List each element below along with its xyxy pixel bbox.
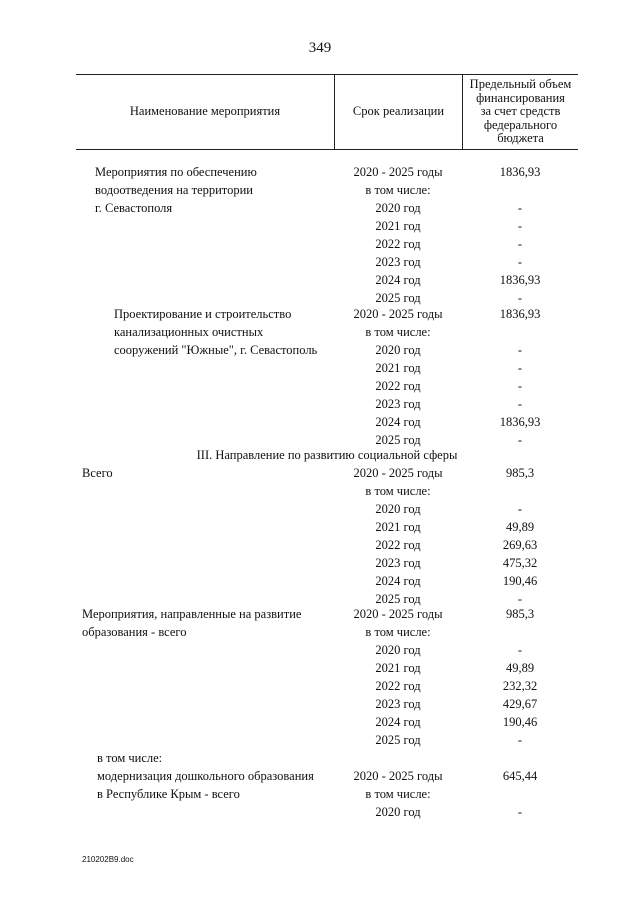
row-amount: - [517,643,523,657]
row-amount: - [517,502,523,516]
row-period: 2020 год [375,343,421,357]
row-period: 2020 год [375,201,421,215]
row-period: 2020 год [375,502,421,516]
row-period [334,749,462,767]
row-amount: 1836,93 [499,307,541,321]
row-name: Всего [82,466,113,480]
row-period: 2024 год [375,574,421,588]
row-amount [462,181,578,199]
row-name: г. Севастополя [95,201,173,215]
row-name: модернизация дошкольного образования [97,769,314,783]
header-funding-line: бюджета [497,131,544,146]
row-period: 2024 год [375,273,421,287]
row-amount: 269,63 [502,538,538,552]
row-name: сооружений "Южные", г. Севастополь [114,343,318,357]
row-amount: 49,89 [505,520,535,534]
row-amount [462,749,578,767]
row-amount: - [517,255,523,269]
row-period: 2020 - 2025 годы [353,769,443,783]
row-period: 2020 год [375,805,421,819]
row-period: 2024 год [375,715,421,729]
row-period: 2023 год [375,556,421,570]
row-period: 2020 - 2025 годы [353,165,443,179]
row-amount: - [517,379,523,393]
row-name: в Республике Крым - всего [97,787,240,801]
table-header-bottom-border [76,149,578,150]
row-name: Мероприятия по обеспечению [95,165,257,179]
row-amount: - [517,343,523,357]
row-period: в том числе: [365,183,431,197]
header-funding-column [463,75,578,149]
row-amount: 1836,93 [499,165,541,179]
row-amount: 1836,93 [499,273,541,287]
row-name: Проектирование и строительство [114,307,292,321]
row-amount: 49,89 [505,661,535,675]
page-number: 349 [308,40,332,56]
row-name: водоотведения на территории [95,183,253,197]
row-amount: - [517,201,523,215]
row-amount [462,482,578,500]
row-amount [462,785,578,803]
row-amount: 475,32 [502,556,538,570]
header-funding-line: федерального [483,117,558,132]
row-period: 2021 год [375,661,421,675]
row-period: 2020 - 2025 годы [353,607,443,621]
row-period: 2021 год [375,520,421,534]
header-name-column: Наименование мероприятия [129,104,281,119]
row-period: 2020 - 2025 годы [353,307,443,321]
row-amount: 985,3 [505,607,535,621]
row-period: 2023 год [375,697,421,711]
row-amount: 190,46 [502,715,538,729]
row-period: 2025 год [375,592,421,606]
row-name: образования - всего [82,625,187,639]
header-funding-line: Предельный объем [469,77,572,92]
header-period-column: Срок реализации [352,104,445,119]
footer-filename: 210202B9.doc [82,855,134,864]
row-amount: 190,46 [502,574,538,588]
row-amount: 1836,93 [499,415,541,429]
row-period: в том числе: [365,625,431,639]
row-amount: - [517,237,523,251]
row-period: 2022 год [375,237,421,251]
row-amount: - [517,733,523,747]
row-period: 2020 год [375,643,421,657]
row-amount: 645,44 [502,769,538,783]
row-amount: - [517,291,523,305]
row-name: канализационных очистных [114,325,264,339]
row-amount [462,323,578,341]
row-name: Мероприятия, направленные на развитие [82,607,302,621]
row-amount: - [517,397,523,411]
row-amount: - [517,219,523,233]
row-period: 2020 - 2025 годы [353,466,443,480]
row-period: 2023 год [375,397,421,411]
row-period: 2023 год [375,255,421,269]
row-amount: - [517,361,523,375]
row-name: в том числе: [97,751,163,765]
row-amount: - [517,805,523,819]
row-period: 2025 год [375,433,421,447]
row-period: 2022 год [375,379,421,393]
row-period: 2025 год [375,733,421,747]
section-title: III. Направление по развитию социальной сферы [196,448,458,462]
row-amount: 985,3 [505,466,535,480]
row-amount: 429,67 [502,697,538,711]
row-period: 2021 год [375,361,421,375]
header-funding-line: за счет средств [480,104,561,119]
row-amount: - [517,592,523,606]
row-amount: - [517,433,523,447]
row-period: 2022 год [375,679,421,693]
row-amount: 232,32 [502,679,538,693]
row-period: 2022 год [375,538,421,552]
row-period: 2025 год [375,291,421,305]
row-amount [462,623,578,641]
row-period: в том числе: [365,787,431,801]
row-period: в том числе: [365,484,431,498]
header-funding-line: финансирования [476,90,565,105]
row-period: 2024 год [375,415,421,429]
row-period: в том числе: [365,325,431,339]
row-period: 2021 год [375,219,421,233]
